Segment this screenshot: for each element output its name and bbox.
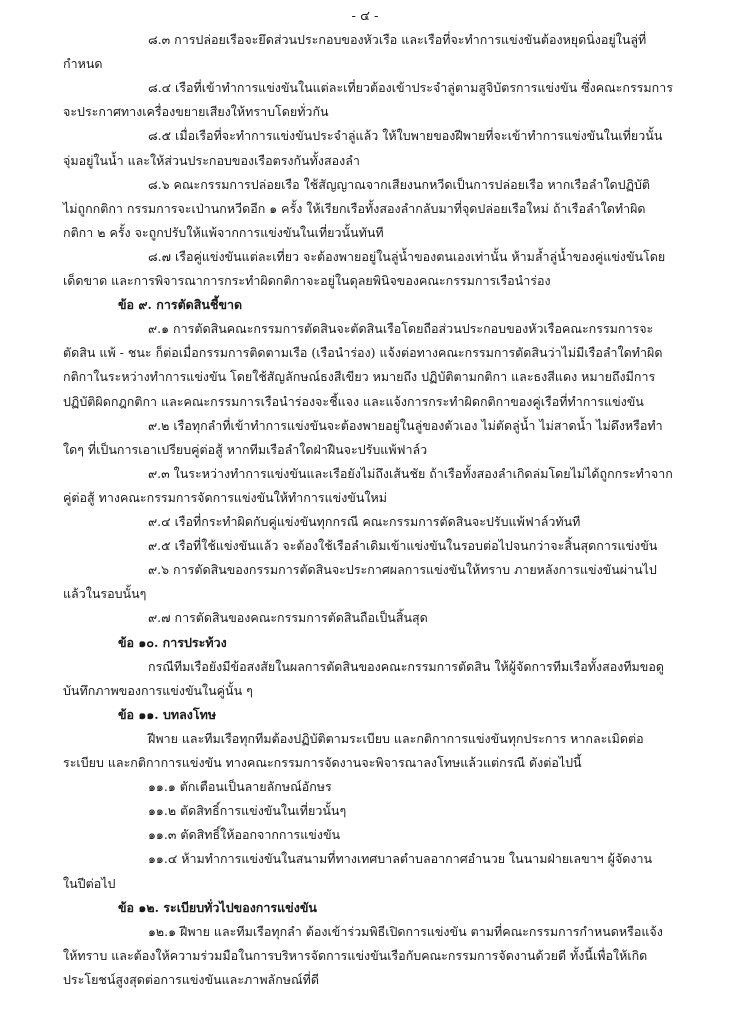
section-heading: ข้อ ๑๒. ระเบียบทั่วไปของการแข่งขัน bbox=[118, 899, 317, 915]
text-line: ๑๑.๓ ตัดสิทธิ์ให้ออกจากการแข่งขัน bbox=[148, 827, 341, 843]
text-line: ใดๆ ที่เป็นการเอาเปรียบคู่ต่อสู้ หากทีมเรือลำใดฝ่าฝืนจะปรับแพ้ฟาล์ว bbox=[63, 441, 428, 457]
text-line: จุ่มอยู่ในน้ำ และให้ส่วนประกอบของเรือตรงกันทั้งสองลำ bbox=[63, 152, 360, 168]
text-line: ๑๑.๑ ตักเตือนเป็นลายลักษณ์อักษร bbox=[148, 779, 332, 795]
text-line: แล้วในรอบนั้นๆ bbox=[63, 586, 147, 602]
text-line: กติกาในระหว่างทำการแข่งขัน โดยใช้สัญลักษณ์ธงสีเขียว หมายถึง ปฏิบัติตามกติกา และธงสีแดง หมายถึงมีการ bbox=[63, 369, 656, 385]
text-line: ๙.๒ เรือทุกลำที่เข้าทำการแข่งขันจะต้องพายอยู่ในลู่ของตัวเอง ไม่ตัดลู่น้ำ ไม่สาดน้ำ ไม่ดึงหรือทำ bbox=[148, 417, 663, 433]
text-line: ๙.๑ การตัดสินคณะกรรมการตัดสินจะตัดสินเรือโดยถือส่วนประกอบของหัวเรือคณะกรรมการจะ bbox=[148, 321, 654, 337]
text-line: ๙.๔ เรือที่กระทำผิดกับคู่แข่งขันทุกกรณี คณะกรรมการตัดสินจะปรับแพ้ฟาล์วทันที bbox=[148, 514, 581, 529]
text-line: ๙.๗ การตัดสินของคณะกรรมการตัดสินถือเป็นสิ้นสุด bbox=[148, 610, 428, 626]
text-line: จะประกาศทางเครื่องขยายเสียงให้ทราบโดยทั่วกัน bbox=[63, 104, 329, 120]
text-line: ระเบียบ และกติกาการแข่งขัน ทางคณะกรรมการจัดงานจะพิจารณาลงโทษแล้วแต่กรณี ดังต่อไปนี้ bbox=[63, 755, 582, 770]
section-heading: ข้อ ๑๐. การประท้วง bbox=[118, 634, 227, 650]
text-line: กติกา ๒ ครั้ง จะถูกปรับให้แพ้จากการแข่งขันในเที่ยวนั้นทันที bbox=[63, 224, 384, 240]
text-line: ให้ทราบ และต้องให้ความร่วมมือในการบริหารจัดการแข่งขันเรือกับคณะกรรมการจัดงานด้วยดี ทั้งนี้เพื่อให้เกิด bbox=[63, 947, 648, 963]
text-line: ๘.๓ การปล่อยเรือจะยึดส่วนประกอบของหัวเรือ และเรือที่จะทำการแข่งขันต้องหยุดนิ่งอยู่ในลู่ที่ bbox=[148, 32, 647, 47]
section-heading: ข้อ ๑๑. บทลงโทษ bbox=[118, 706, 217, 722]
text-line: บันทึกภาพของการแข่งขันในคู่นั้น ๆ bbox=[63, 682, 253, 698]
text-line: ปฏิบัติผิดกฎกติกา และคณะกรรมการเรือนำร่องจะชี้แจง และแจ้งการกระทำผิดกติกาของคู่เรือที่ทำการแข่งขัน bbox=[63, 393, 644, 409]
text-line: ๑๒.๑ ฝีพาย และทีมเรือทุกลำ ต้องเข้าร่วมพิธีเปิดการแข่งขัน ตามที่คณะกรรมการกำหนดหรือแจ้ง bbox=[148, 923, 663, 939]
text-line: ประโยชน์สูงสุดต่อการแข่งขันและภาพลักษณ์ที่ดี bbox=[63, 971, 319, 987]
text-line: ๑๑.๔ ห้ามทำการแข่งขันในสนามที่ทางเทศบาลตำบลอากาศอำนวย ในนามฝ่ายเลขาฯ ผู้จัดงาน bbox=[148, 851, 653, 867]
text-line: ๙.๖ การตัดสินของกรรมการตัดสินจะประกาศผลการแข่งขันให้ทราบ ภายหลังการแข่งขันผ่านไป bbox=[148, 562, 657, 578]
text-line: ๑๑.๒ ตัดสิทธิ์การแข่งขันในเที่ยวนั้นๆ bbox=[148, 803, 347, 819]
text-line: เด็ดขาด และการพิจารณาการกระทำผิดกติกาจะอยู่ในดุลยพินิจของคณะกรรมการเรือนำร่อง bbox=[63, 273, 551, 288]
page-number: - ๔ - bbox=[351, 9, 379, 24]
text-line: ไม่ถูกกติกา กรรมการจะเป่านกหวีดอีก ๑ ครั้ง ให้เรียกเรือทั้งสองลำกลับมาที่จุดปล่อยเรือใหม่ ถ้าเรือลำใดทำผิด bbox=[63, 200, 646, 216]
text-line: ๙.๓ ในระหว่างทำการแข่งขันและเรือยังไม่ถึงเส้นชัย ถ้าเรือทั้งสองลำเกิดล่มโดยไม่ได้ถูกกระทำจาก bbox=[148, 465, 673, 481]
text-line: ในปีต่อไป bbox=[63, 875, 116, 891]
section-heading: ข้อ ๙. การตัดสินชี้ขาด bbox=[118, 297, 243, 313]
text-line: ตัดสิน แพ้ - ชนะ ก็ต่อเมื่อกรรมการติดตามเรือ (เรือนำร่อง) แจ้งต่อทางคณะกรรมการตัดสินว่าไม่มีเรือลำใดทำผิด bbox=[63, 345, 663, 361]
text-line: ๙.๕ เรือที่ใช้แข่งขันแล้ว จะต้องใช้เรือลำเดิมเข้าแข่งขันในรอบต่อไปจนกว่าจะสิ้นสุดการแข่งขัน bbox=[148, 538, 658, 554]
text-line: คู่ต่อสู้ ทางคณะกรรมการจัดการแข่งขันให้ทำการแข่งขันใหม่ bbox=[63, 489, 387, 505]
text-line: ๘.๕ เมื่อเรือที่จะทำการแข่งขันประจำลู่แล้ว ให้ใบพายของฝีพายที่จะเข้าทำการแข่งขันในเที่ยวนั้น bbox=[148, 128, 663, 144]
text-line: ๘.๔ เรือที่เข้าทำการแข่งขันในแต่ละเที่ยวต้องเข้าประจำลู่ตามสูจิบัตรการแข่งขัน ซึ่งคณะกรรมการ bbox=[148, 80, 673, 96]
text-line: ๘.๗ เรือคู่แข่งขันแต่ละเที่ยว จะต้องพายอยู่ในลู่น้ำของตนเองเท่านั้น ห้ามล้ำลู่น้ำของคู่แข่งขันโดย bbox=[148, 248, 666, 264]
text-line: ฝีพาย และทีมเรือทุกทีมต้องปฏิบัติตามระเบียบ และกติกาการแข่งขันทุกประการ หากละเมิดต่อ bbox=[148, 730, 644, 746]
text-line: กรณีทีมเรือยังมีข้อสงสัยในผลการตัดสินของคณะกรรมการตัดสิน ให้ผู้จัดการทีมเรือทั้งสองทีมขอดู bbox=[148, 658, 664, 674]
text-line: ๘.๖ คณะกรรมการปล่อยเรือ ใช้สัญญาณจากเสียงนกหวีดเป็นการปล่อยเรือ หากเรือลำใดปฏิบัติ bbox=[148, 176, 651, 192]
text-line: กำหนด bbox=[63, 56, 103, 72]
